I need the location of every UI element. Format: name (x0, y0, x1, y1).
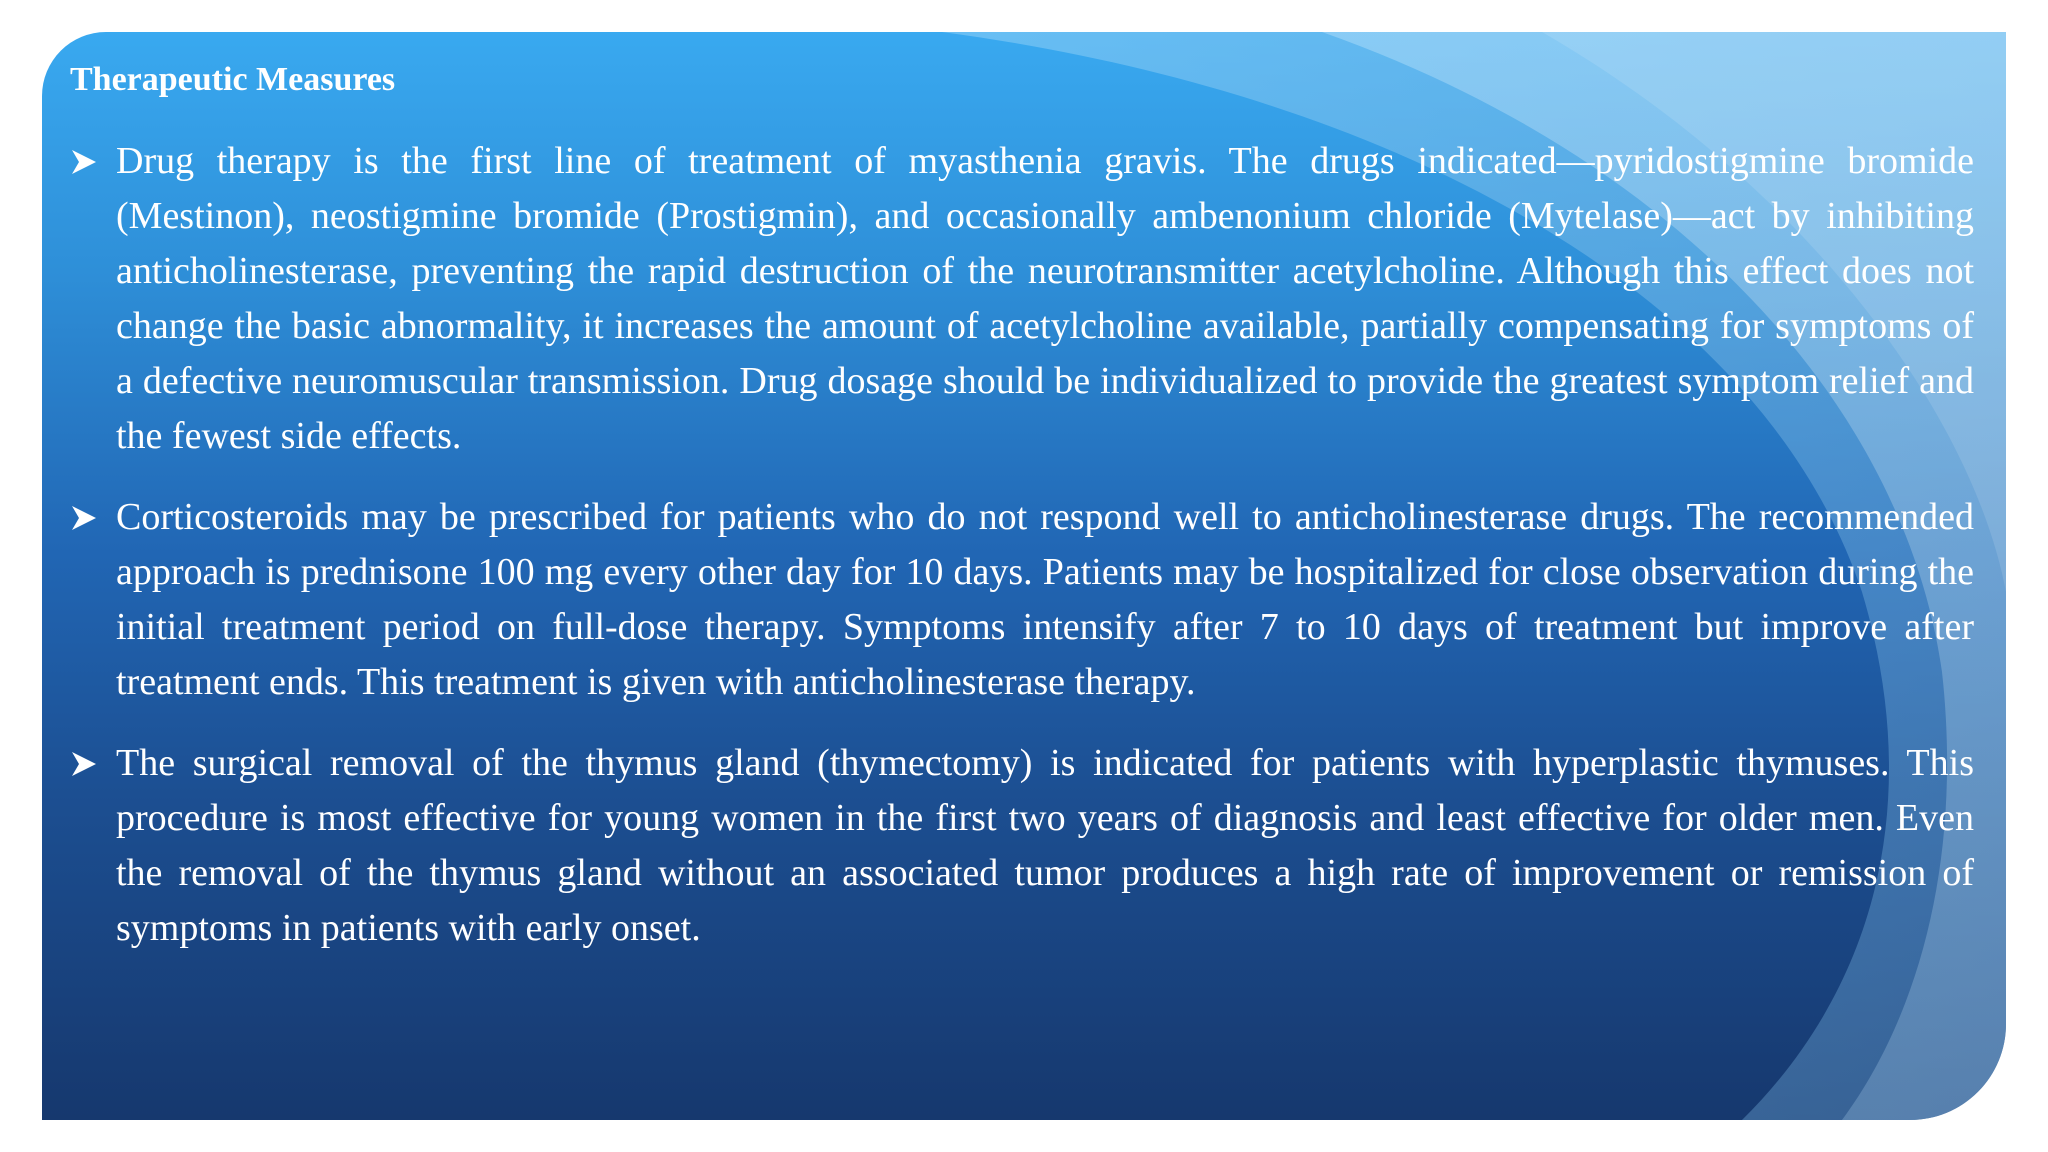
arrowhead-bullet-icon (70, 134, 104, 189)
bullet-item-thymectomy (70, 736, 1974, 956)
bullet-text: Drug therapy is the first line of treatment of myasthenia gravis. The drugs indicated—pyridostigmine bromide (Mestinon), neostigmine bromide (Prostigmin), and occasionally ambenonium chloride (Mytelase)—act by inhibiting anticholinesterase, preventing the rapid destruction of the neurotransmitter acetylcholine. Although this effect does not change the basic abnormality, it increases the amount of acetylcholine available, partially compensating for symptoms of a defective neuromuscular transmission. Drug dosage should be individualized to provide the greatest symptom relief and the fewest side effects. (116, 140, 1974, 457)
bullet-text: Corticosteroids may be prescribed for patients who do not respond well to anticholinesterase drugs. The recommended approach is prednisone 100 mg every other day for 10 days. Patients may be hospitalized for close observation during the initial treatment period on full-dose therapy. Symptoms intensify after 7 to 10 days of treatment but improve after treatment ends. This treatment is given with anticholinesterase therapy. (116, 496, 1974, 703)
slide-title: Therapeutic Measures (70, 61, 396, 98)
bullet-text: The surgical removal of the thymus gland (thymectomy) is indicated for patients with hyperplastic thymuses. This procedure is most effective for young women in the first two years of diagnosis and least effective for older men. Even the removal of the thymus gland without an associated tumor produces a high rate of improvement or remission of symptoms in patients with early onset. (116, 742, 1974, 949)
arrowhead-bullet-icon (70, 736, 104, 791)
arrowhead-bullet-icon (70, 490, 104, 545)
bullet-item-corticosteroids (70, 490, 1974, 710)
bullet-list (70, 134, 1974, 982)
slide-background (42, 32, 2006, 1120)
slide-content (42, 32, 2006, 1120)
bullet-item-drug-therapy (70, 134, 1974, 464)
